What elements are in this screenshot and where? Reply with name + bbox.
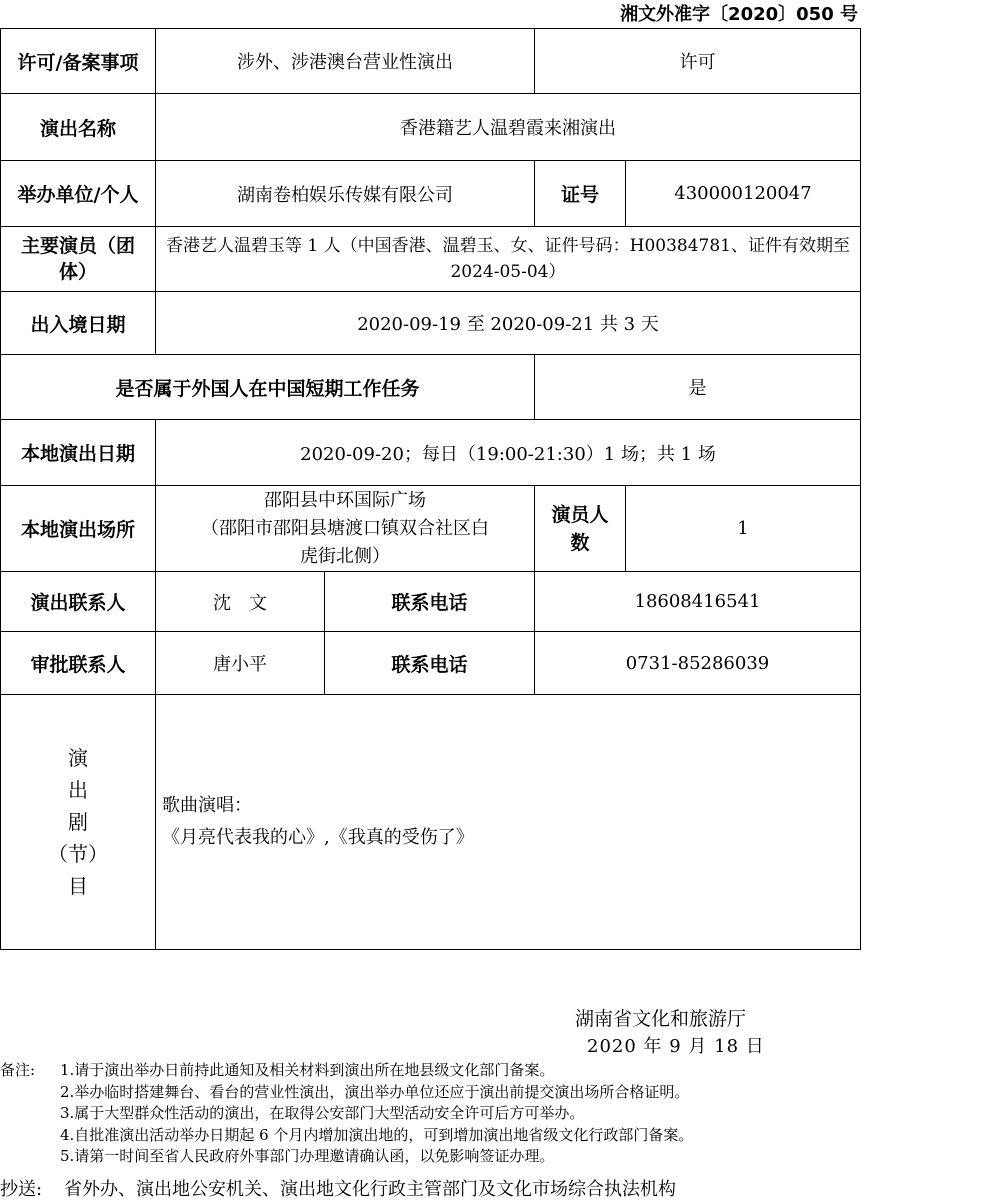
row-short-term-work [1,355,861,420]
note-item: 1.请于演出举办日前持此通知及相关材料到演出所在地县级文化部门备案。 [60,1061,555,1079]
program-value [156,695,861,950]
show-contact-phone-label: 联系电话 [325,572,535,632]
approval-contact-phone-label: 联系电话 [325,632,535,695]
notes-label: 备注: [0,1061,36,1079]
note-item: 5.请第一时间至省人民政府外事部门办理邀请确认函，以免影响签证办理。 [60,1147,555,1165]
organizer-label: 举办单位/个人 [1,161,156,227]
approval-contact-phone: 0731-85286039 [535,632,861,695]
row-program [1,695,861,950]
row-permit [1,29,861,94]
program-line-1: 歌曲演唱： [162,795,252,816]
venue-label: 本地演出场所 [1,486,156,572]
row-show-name [1,94,861,161]
approval-contact-name: 唐小平 [156,632,325,695]
note-item: 4.自批准演出活动举办日期起 6 个月内增加演出地的，可到增加演出地省级文化行政部门备案。 [60,1125,694,1144]
permit-table [0,28,861,950]
show-name-value: 香港籍艺人温碧霞来湘演出 [156,94,861,161]
permit-label: 许可/备案事项 [1,29,156,94]
performers-value: 香港艺人温碧玉等 1 人（中国香港、温碧玉、女、证件号码：H00384781、证件有效期至 2024-05-04） [156,227,861,292]
program-label-char-2: 出 [68,778,88,802]
program-label-char-4: （节） [48,842,108,866]
performers-label: 主要演员（团体） [1,227,156,292]
row-organizer [1,161,861,227]
row-venue [1,486,861,572]
row-performers [1,227,861,292]
organizer-value: 湖南卷柏娱乐传媒有限公司 [156,161,535,227]
row-show-contact [1,572,861,632]
note-item: 2.举办临时搭建舞台、看台的营业性演出，演出举办单位还应于演出前提交演出场所合格证明。 [60,1082,690,1101]
issue-date: 2020 年 9 月 18 日 [587,1036,765,1057]
venue-line-2: （邵阳市邵阳县塘渡口镇双合社区白 [201,517,489,539]
short-term-work-label: 是否属于外国人在中国短期工作任务 [1,355,535,420]
issuer: 湖南省文化和旅游厅 [575,1008,747,1030]
row-entry-exit [1,292,861,355]
show-contact-label: 演出联系人 [1,572,156,632]
program-label-char-1: 演 [68,746,88,770]
show-contact-phone: 18608416541 [535,572,861,632]
venue-value [156,486,535,572]
show-name-label: 演出名称 [1,94,156,161]
cc-line [0,1178,984,1202]
row-approval-contact [1,632,861,695]
entry-exit-label: 出入境日期 [1,292,156,355]
program-label-char-5: 目 [68,874,88,898]
local-dates-value: 2020-09-20；每日（19:00-21:30）1 场；共 1 场 [156,420,861,486]
venue-line-3: 虎街北侧） [300,545,390,567]
program-label [1,695,156,950]
cc-value: 省外办、演出地公安机关、演出地文化行政主管部门及文化市场综合执法机构 [64,1179,676,1200]
notes-list [60,1060,693,1168]
program-line-2: 《月亮代表我的心》,《我真的受伤了》 [162,827,474,848]
program-label-char-3: 剧 [68,810,88,834]
show-contact-name: 沈 文 [156,572,325,632]
local-dates-label: 本地演出日期 [1,420,156,486]
row-local-dates [1,420,861,486]
note-item: 3.属于大型群众性活动的演出，在取得公安部门大型活动安全许可后方可举办。 [60,1104,585,1122]
cert-label: 证号 [535,161,626,227]
cc-label: 抄送: [0,1179,43,1200]
entry-exit-value: 2020-09-19 至 2020-09-21 共 3 天 [156,292,861,355]
permit-value: 涉外、涉港澳台营业性演出 [156,29,535,94]
approval-contact-label: 审批联系人 [1,632,156,695]
cert-number: 430000120047 [626,161,861,227]
venue-line-1: 邵阳县中环国际广场 [264,489,426,511]
performer-count-label: 演员人数 [535,486,626,572]
document-number: 湘文外准字〔2020〕050 号 [620,4,858,25]
performer-count: 1 [626,486,861,572]
short-term-work-value: 是 [535,355,861,420]
permit-type: 许可 [535,29,861,94]
